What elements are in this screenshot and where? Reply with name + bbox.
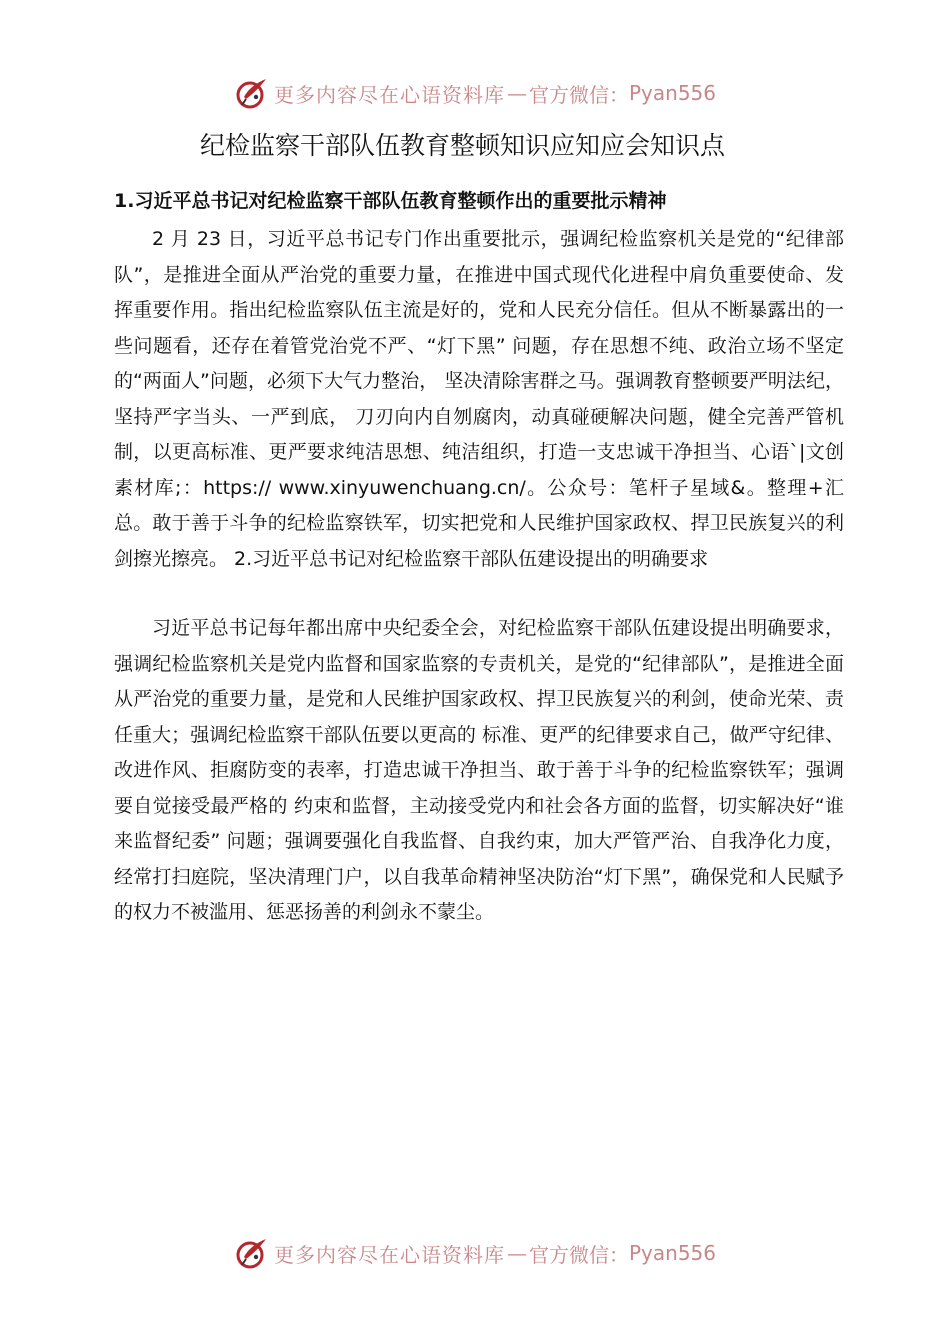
banner-contact-id: Pyan556: [628, 1241, 716, 1265]
banner-contact-label: 官方微信：: [528, 1242, 629, 1267]
banner-separator: —: [506, 1241, 527, 1265]
banner-main-text: 更多内容尽在心语资料库: [273, 82, 505, 107]
banner-contact-id: Pyan556: [628, 81, 716, 105]
header-banner: [0, 73, 950, 113]
banner-main-text: 更多内容尽在心语资料库: [273, 1242, 505, 1267]
paragraph-1: 2 月 23 日，习近平总书记专门作出重要批示，强调纪检监察机关是党的“纪律部队”，是推进全面从严治党的重要力量，在推进中国式现代化进程中肩负重要使命、发挥重要作用。指出纪检监察队伍主流是好的，党和人民充分信任。但从不断暴露出的一些问题看，还存在着管党治党不严、“灯下黑” 问题，存在思想不纯、政治立场不坚定的“两面人”问题，必须下大气力整治， 坚决清除害群之马。强调教育整顿要严明法纪，坚持严字当头、一严到底， 刀刃向内自刎腐肉，动真碰硬解决问题，健全完善严管机制，以更高标准、更严要求纯洁思想、纯洁组织，打造一支忠诚干净担当、心语`|文创素材库;：https:// www.xinyuwenchuang.cn/。公众号：笔杆子星域&。整理+汇总。敢于善于斗争的纪检监察铁军，切实把党和人民维护国家政权、捍卫民族复兴的利剑擦光擦亮。 2.习近平总书记对纪检监察干部队伍建设提出的明确要求: [114, 228, 844, 570]
banner-separator: —: [506, 81, 527, 105]
banner-contact-label: 官方微信：: [528, 82, 629, 107]
quill-logo-icon: [234, 1235, 270, 1271]
quill-logo-icon: [234, 75, 270, 111]
paragraph-2: 习近平总书记每年都出席中央纪委全会，对纪检监察干部队伍建设提出明确要求，强调纪检监察机关是党内监督和国家监察的专责机关，是党的“纪律部队”，是推进全面从严治党的重要力量，是党和人民维护国家政权、捍卫民族复兴的利剑，使命光荣、责任重大；强调纪检监察干部队伍要以更高的 标准、更严的纪律要求自己，做严守纪律、改进作风、拒腐防变的表率，打造忠诚干净担当、敢于善于斗争的纪检监察铁军；强调要自觉接受最严格的 约束和监督，主动接受党内和社会各方面的监督，切实解决好“谁来监督纪委” 问题；强调要强化自我监督、自我约束，加大严管严治、自我净化力度，经常打扫庭院，坚决清理门户，以自我革命精神坚决防治“灯下黑”，确保党和人民赋予的权力不被滥用、惩恶扬善的利剑永不蒙尘。: [114, 617, 844, 923]
section-heading: 1.习近平总书记对纪检监察干部队伍教育整顿作出的重要批示精神: [114, 190, 667, 212]
footer-banner: [0, 1233, 950, 1273]
document-title: 纪检监察干部队伍教育整顿知识应知应会知识点: [199, 131, 725, 160]
